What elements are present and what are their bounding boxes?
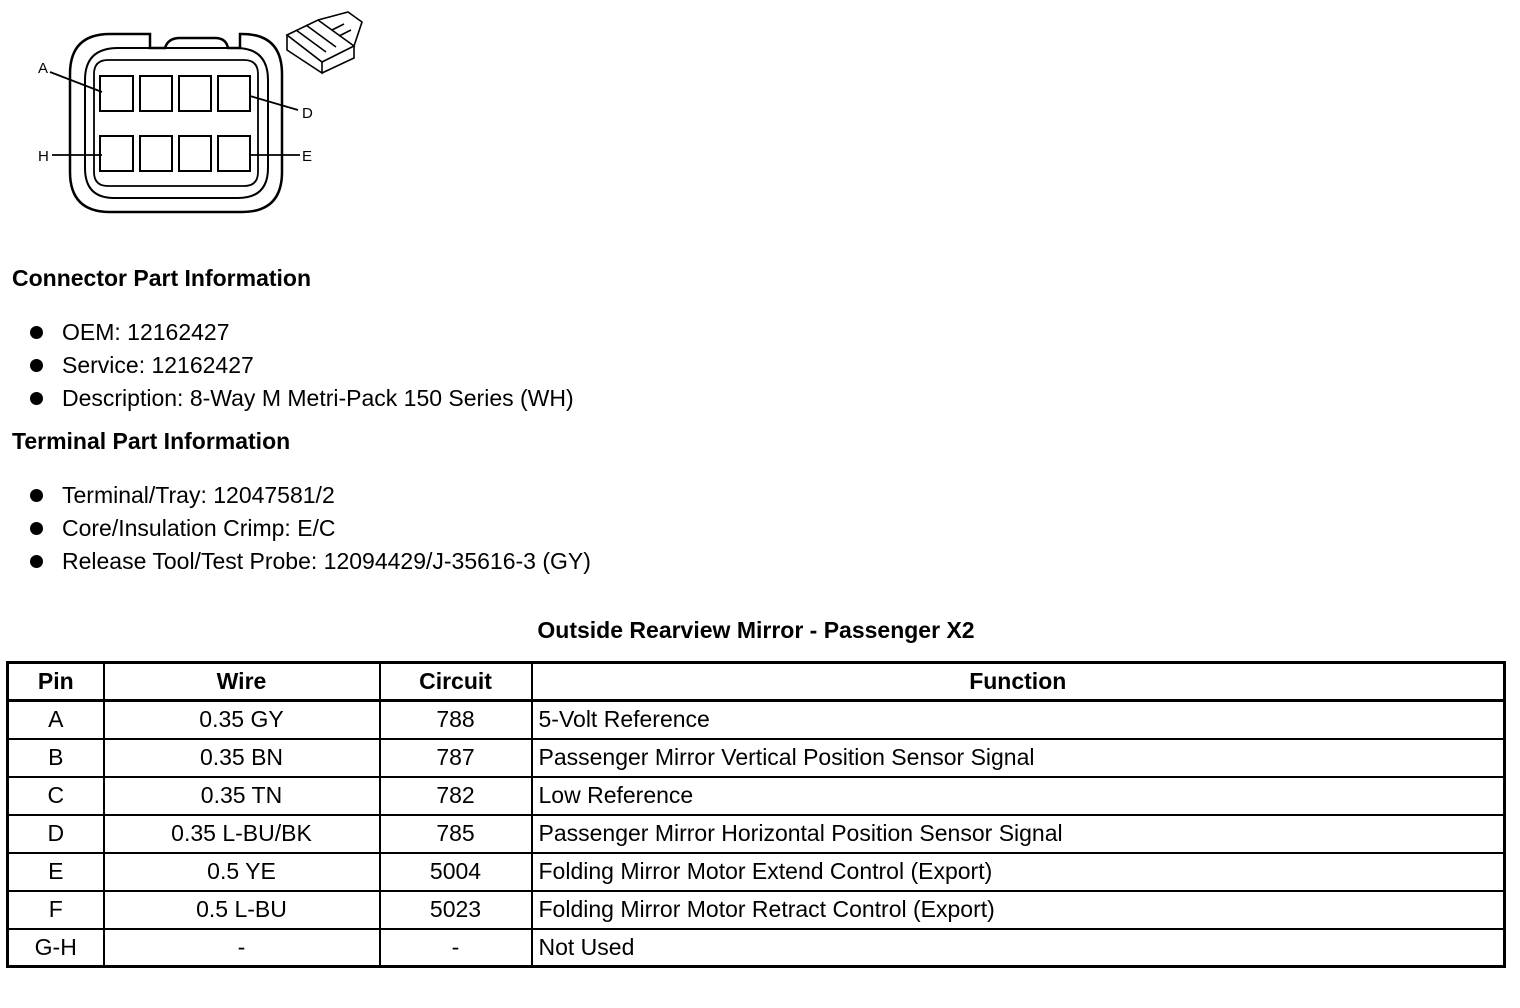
wire-cell: 0.35 GY bbox=[104, 701, 380, 739]
table-row bbox=[8, 777, 1505, 815]
table-row bbox=[8, 815, 1505, 853]
cavity-a bbox=[100, 76, 133, 111]
list-item bbox=[30, 382, 574, 415]
wire-cell: 0.35 BN bbox=[104, 739, 380, 777]
connector-inner-wall bbox=[85, 48, 268, 198]
service-text: Service: 12162427 bbox=[62, 352, 254, 378]
pin-cell: D bbox=[8, 815, 104, 853]
pin-cell: C bbox=[8, 777, 104, 815]
circuit-cell: 5004 bbox=[380, 853, 532, 891]
release-tool-text: Release Tool/Test Probe: 12094429/J-35616-3 (GY) bbox=[62, 548, 591, 574]
connector-face-diagram bbox=[0, 0, 380, 225]
wire-cell: 0.5 YE bbox=[104, 853, 380, 891]
terminal-tray-text: Terminal/Tray: 12047581/2 bbox=[62, 482, 335, 508]
cavity-b bbox=[140, 76, 172, 111]
list-item bbox=[30, 479, 591, 512]
header-pin: Pin bbox=[8, 663, 104, 701]
function-cell: Low Reference bbox=[532, 777, 1505, 815]
list-item bbox=[30, 545, 591, 578]
label-h: H bbox=[38, 148, 49, 165]
function-cell: Passenger Mirror Vertical Position Sensor Signal bbox=[532, 739, 1505, 777]
function-cell: Passenger Mirror Horizontal Position Sensor Signal bbox=[532, 815, 1505, 853]
cavity-e bbox=[218, 136, 250, 171]
table-row bbox=[8, 929, 1505, 967]
cavity-f bbox=[179, 136, 211, 171]
pin-cell: A bbox=[8, 701, 104, 739]
bullet-icon bbox=[30, 392, 43, 405]
pinout-table bbox=[6, 661, 1506, 968]
connector-part-heading: Connector Part Information bbox=[12, 265, 312, 291]
table-title: Outside Rearview Mirror - Passenger X2 bbox=[537, 617, 975, 643]
crimp-text: Core/Insulation Crimp: E/C bbox=[62, 515, 336, 541]
connector-thumbnail-icon bbox=[287, 12, 362, 73]
oem-text: OEM: 12162427 bbox=[62, 319, 230, 345]
pin-cell: G-H bbox=[8, 929, 104, 967]
wire-cell: 0.35 L-BU/BK bbox=[104, 815, 380, 853]
circuit-cell: 787 bbox=[380, 739, 532, 777]
label-e: E bbox=[302, 148, 313, 165]
list-item bbox=[30, 316, 574, 349]
bullet-icon bbox=[30, 326, 43, 339]
label-d: D bbox=[302, 105, 313, 122]
table-row bbox=[8, 853, 1505, 891]
pin-cell: B bbox=[8, 739, 104, 777]
function-cell: Folding Mirror Motor Retract Control (Export) bbox=[532, 891, 1505, 929]
wire-cell: - bbox=[104, 929, 380, 967]
header-function: Function bbox=[532, 663, 1505, 701]
cavity-d bbox=[218, 76, 250, 111]
function-cell: Not Used bbox=[532, 929, 1505, 967]
list-item bbox=[30, 512, 591, 545]
bullet-icon bbox=[30, 359, 43, 372]
function-cell: Folding Mirror Motor Extend Control (Export) bbox=[532, 853, 1505, 891]
circuit-cell: - bbox=[380, 929, 532, 967]
cavity-frame bbox=[94, 60, 258, 186]
description-text: Description: 8-Way M Metri-Pack 150 Series (WH) bbox=[62, 385, 574, 411]
function-cell: 5-Volt Reference bbox=[532, 701, 1505, 739]
table-row bbox=[8, 739, 1505, 777]
header-circuit: Circuit bbox=[380, 663, 532, 701]
wire-cell: 0.35 TN bbox=[104, 777, 380, 815]
connector-part-list bbox=[30, 316, 574, 415]
list-item bbox=[30, 349, 574, 382]
terminal-part-list bbox=[30, 479, 591, 578]
table-row bbox=[8, 891, 1505, 929]
label-a: A bbox=[38, 60, 49, 77]
circuit-cell: 782 bbox=[380, 777, 532, 815]
table-header-row bbox=[8, 663, 1505, 701]
bullet-icon bbox=[30, 555, 43, 568]
wire-cell: 0.5 L-BU bbox=[104, 891, 380, 929]
pin-cell: E bbox=[8, 853, 104, 891]
table-row bbox=[8, 701, 1505, 739]
pin-cell: F bbox=[8, 891, 104, 929]
cavity-g bbox=[140, 136, 172, 171]
bullet-icon bbox=[30, 489, 43, 502]
header-wire: Wire bbox=[104, 663, 380, 701]
terminal-part-heading: Terminal Part Information bbox=[12, 428, 291, 454]
circuit-cell: 785 bbox=[380, 815, 532, 853]
cavity-h bbox=[100, 136, 133, 171]
circuit-cell: 788 bbox=[380, 701, 532, 739]
circuit-cell: 5023 bbox=[380, 891, 532, 929]
bullet-icon bbox=[30, 522, 43, 535]
cavity-c bbox=[179, 76, 211, 111]
